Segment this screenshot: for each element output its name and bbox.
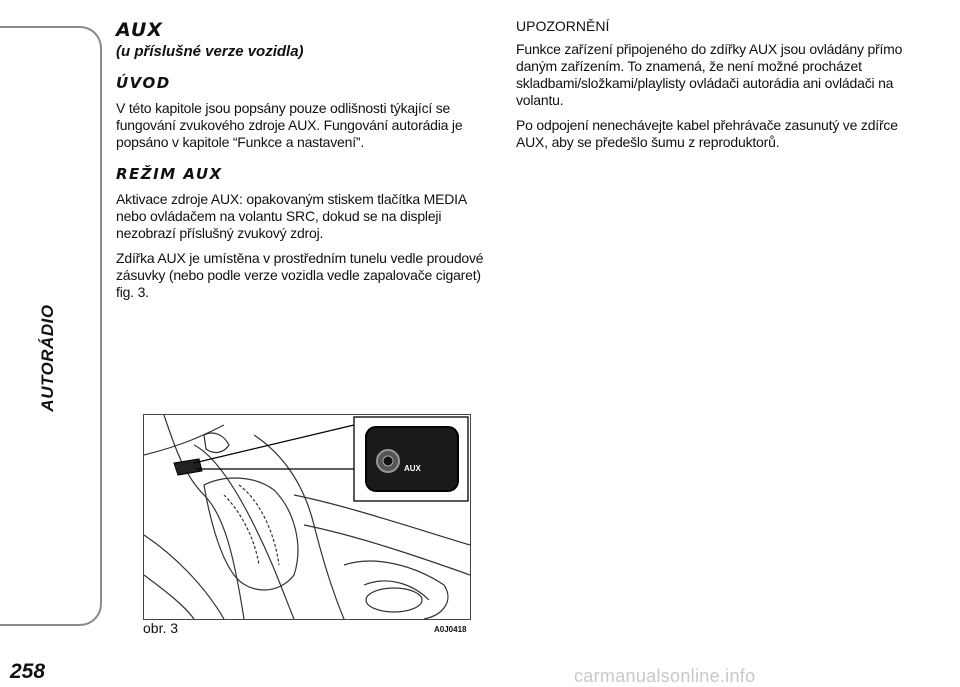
figure-code: A0J0418 xyxy=(434,625,467,634)
mode-heading: REŽIM AUX xyxy=(116,165,223,183)
aux-socket-figure xyxy=(143,414,471,620)
side-tab xyxy=(0,26,102,683)
page-number: 258 xyxy=(10,660,46,683)
aux-socket-label: AUX xyxy=(404,464,421,473)
warning-paragraph-2: Po odpojení nenechávejte kabel přehrávače zasunutý ve zdířce AUX, aby se předešlo šumu z reproduktorů. xyxy=(516,117,898,150)
right-column xyxy=(516,18,916,159)
section-label: AUTORÁDIO xyxy=(38,304,57,412)
warning-title: UPOZORNĚNÍ xyxy=(516,18,610,34)
page-title: AUX xyxy=(116,19,163,41)
watermark: carmanualsonline.info xyxy=(574,666,756,686)
center-console-illustration xyxy=(144,415,470,619)
mode-paragraph-1: Aktivace zdroje AUX: opakovaným stiskem tlačítka MEDIA nebo ovládačem na volantu SRC, dokud se na displeji nezobrazí příslušný zvukový zdroj. xyxy=(116,191,467,241)
socket-location-mark xyxy=(174,459,202,475)
intro-paragraph: V této kapitole jsou popsány pouze odlišnosti týkající se fungování zvukového zdroje AUX. Fungování autorádia je popsáno v kapitole “Funkce a nastavení”. xyxy=(116,100,463,150)
figure-caption: obr. 3 xyxy=(143,620,179,636)
mode-paragraph-2: Zdířka AUX je umístěna v prostředním tunelu vedle proudové zásuvky (nebo podle verze vozidla vedle zapalovače cigaret) fig. 3. xyxy=(116,250,484,300)
intro-heading: ÚVOD xyxy=(116,74,171,92)
warning-paragraph-1: Funkce zařízení připojeného do zdířky AUX jsou ovládány přímo daným zařízením. To znamená, že není možné procházet skladbami/složkami/playlisty ovládači autorádia ani ovládači na volantu. xyxy=(516,41,903,108)
left-column xyxy=(116,18,500,309)
page-subtitle: (u příslušné verze vozidla) xyxy=(116,43,304,60)
